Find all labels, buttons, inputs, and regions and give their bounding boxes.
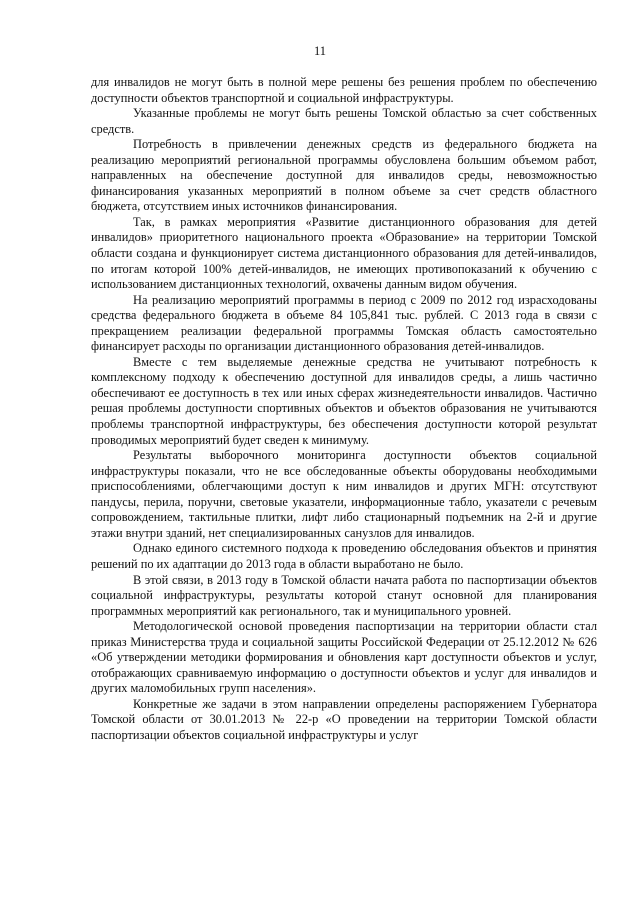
page-number: 11 — [313, 44, 327, 58]
paragraph-6: Вместе с тем выделяемые денежные средства не учитывают потребность к комплексному подходу к обеспечению доступной для инвалидов среды, а лишь частично обеспечивают ее доступность в тех или иных сферах жизнедеятельности инвалидов. Частично решая проблемы доступности спортивных объектов и объектов образования не учитываются проблемы транспортной инфраструктуры, без обеспечения доступности которой результат проводимых мероприятий будет сведен к минимуму. — [91, 354, 597, 447]
document-body — [91, 75, 597, 744]
paragraph-8: Однако единого системного подхода к проведению обследования объектов и принятия решений по их адаптации до 2013 года в области выработано не было. — [91, 541, 597, 571]
paragraph-7: Результаты выборочного мониторинга доступности объектов социальной инфраструктуры показали, что не все обследованные объекты оборудованы необходимыми приспособлениями, облегчающими доступ к ним инвалидов и других МГН: отсутствуют пандусы, перила, поручни, световые указатели, информационные табло, указатели с речевым сопровождением, тактильные плитки, лифт либо стационарный подъемник на 2-й и другие этажи внутри зданий, нет специализированных санузлов для инвалидов. — [91, 448, 597, 540]
paragraph-5: На реализацию мероприятий программы в период с 2009 по 2012 год израсходованы средства федерального бюджета в объеме 84 105,841 тыс. рублей. С 2013 года в связи с прекращением реализации федеральной программы Томская область самостоятельно финансирует расходы по организации дистанционного образования детей-инвалидов. — [91, 292, 597, 354]
paragraph-3: Потребность в привлечении денежных средств из федерального бюджета на реализацию мероприятий региональной программы обусловлена большим объемом работ, направленных на обеспечение доступной для инвалидов среды, невозможностью финансирования указанных мероприятий в полном объеме за счет средств областного бюджета, отсутствием иных источников финансирования. — [91, 137, 597, 214]
paragraph-2: Указанные проблемы не могут быть решены Томской областью за счет собственных средств. — [91, 106, 597, 136]
paragraph-1: для инвалидов не могут быть в полной мере решены без решения проблем по обеспечению доступности объектов транспортной и социальной инфраструктуры. — [91, 75, 597, 105]
paragraph-10: Методологической основой проведения паспортизации на территории области стал приказ Министерства труда и социальной защиты Российской Федерации от 25.12.2012 № 626 «Об утверждении методики формирования и обновления карт доступности объектов и услуг, отображающих сравниваемую информацию о доступности объектов и услуг для инвалидов и других маломобильных групп населения». — [91, 619, 597, 696]
paragraph-9: В этой связи, в 2013 году в Томской области начата работа по паспортизации объектов социальной инфраструктуры, результаты которой станут основной для планирования программных мероприятий как регионального, так и муниципального уровней. — [91, 572, 597, 618]
paragraph-11: Конкретные же задачи в этом направлении определены распоряжением Губернатора Томской области от 30.01.2013 № 22-р «О проведении на территории Томской области паспортизации объектов социальной инфраструктуры и услуг — [91, 696, 597, 742]
paragraph-4: Так, в рамках мероприятия «Развитие дистанционного образования для детей инвалидов» приоритетного национального проекта «Образование» на территории Томской области создана и функционирует система дистанционного образования для детей-инвалидов, по итогам которой 100% детей-инвалидов, не имеющих противопоказаний к обучению с использованием дистанционных технологий, охвачены данным видом обучения. — [91, 214, 597, 292]
